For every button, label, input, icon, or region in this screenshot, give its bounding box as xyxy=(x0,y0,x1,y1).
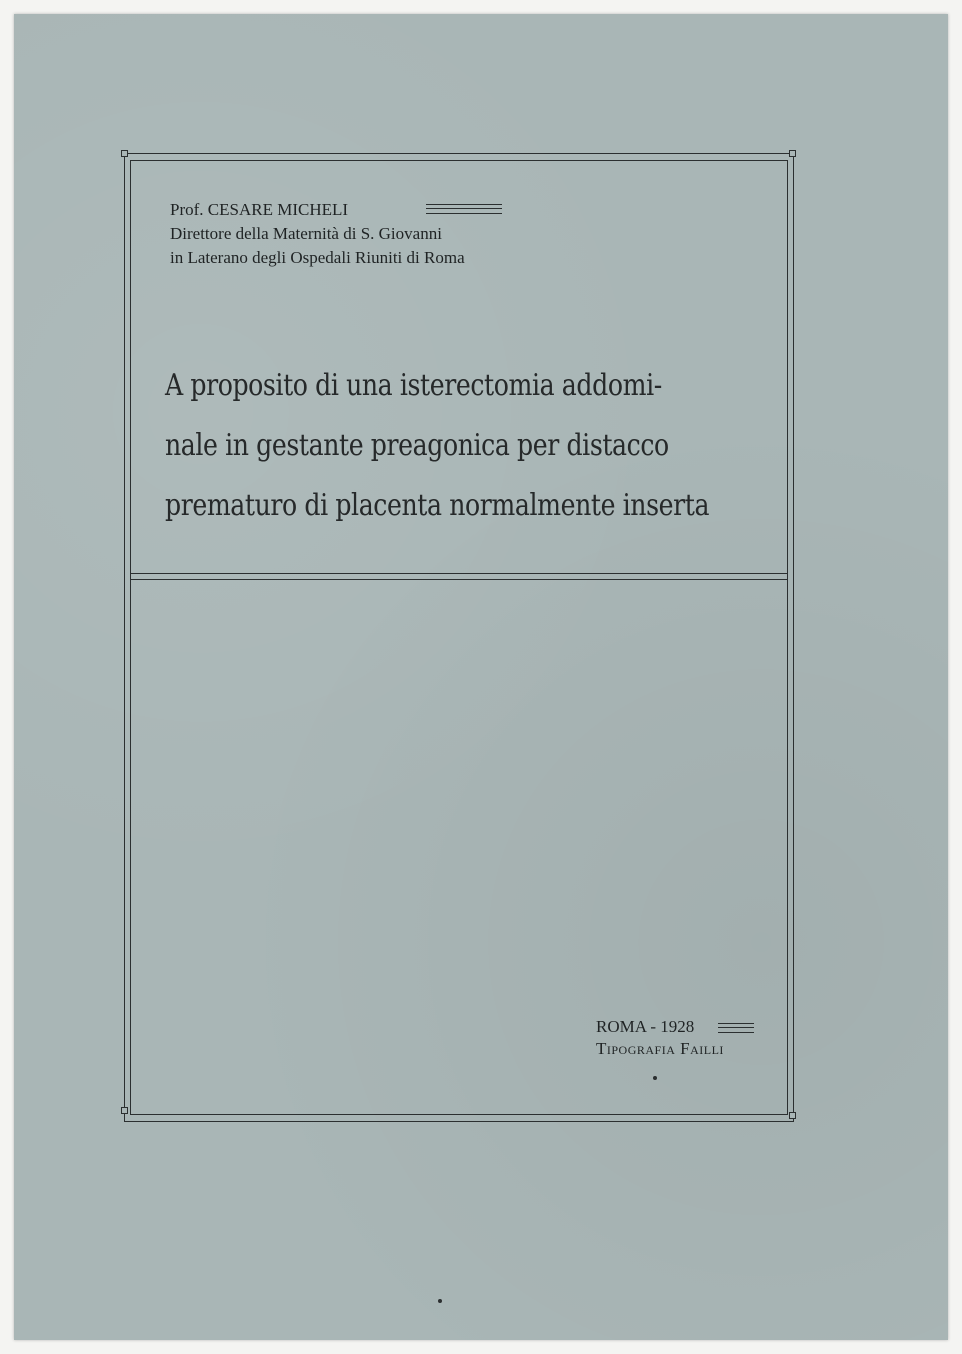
author-name: Prof. CESARE MICHELI xyxy=(170,200,349,219)
document-title xyxy=(165,356,710,536)
frame-corner-ornament xyxy=(789,1112,796,1119)
frame-corner-ornament xyxy=(121,150,128,157)
author-position-line-1: Direttore della Maternità di S. Giovanni xyxy=(170,224,442,243)
imprint-printer: Tipografia Failli xyxy=(596,1039,724,1058)
title-line-3: prematuro di placenta normalmente inserta xyxy=(165,488,710,523)
divider-line-bottom xyxy=(130,579,788,580)
imprint-ornament-dot xyxy=(653,1076,657,1080)
cover-speck xyxy=(438,1299,442,1303)
divider-line-top xyxy=(130,573,788,574)
imprint-block xyxy=(596,1016,724,1060)
author-decorative-rule xyxy=(426,204,502,214)
frame-corner-ornament xyxy=(789,150,796,157)
imprint-place-year: ROMA - 1928 xyxy=(596,1017,695,1036)
title-line-2: nale in gestante preagonica per distacco xyxy=(165,428,669,463)
cover-frame-inner xyxy=(130,160,788,1115)
frame-corner-ornament xyxy=(121,1107,128,1114)
author-block xyxy=(170,198,465,270)
author-position-line-2: in Laterano degli Ospedali Riuniti di Roma xyxy=(170,248,465,267)
imprint-decorative-rule xyxy=(718,1023,754,1033)
title-line-1: A proposito di una isterectomia addomi- xyxy=(165,368,662,403)
